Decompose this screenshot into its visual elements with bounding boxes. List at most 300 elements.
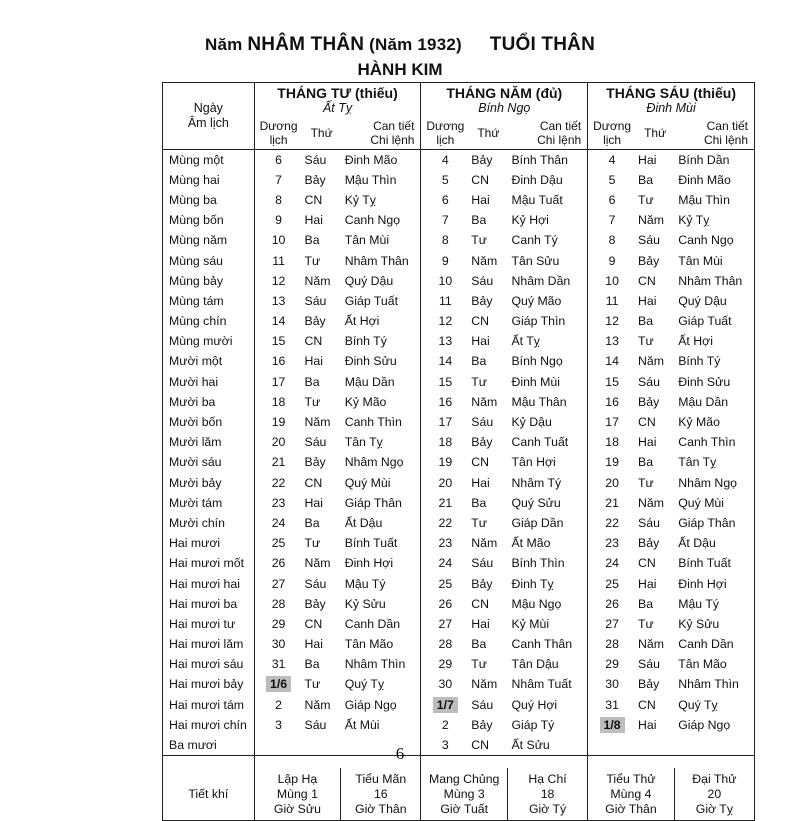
solar-date: 28 xyxy=(254,594,302,614)
can-chi: Tân Hợi xyxy=(511,455,556,470)
lunar-day-label: Mười một xyxy=(169,354,223,369)
solar-date: 19 xyxy=(588,452,636,472)
solar-date: 7 xyxy=(421,210,469,230)
tiet-khi-line: Tiểu Mãn xyxy=(355,771,407,786)
lunar-day-label: Mười tám xyxy=(169,495,223,510)
solar-date: 25 xyxy=(421,573,469,593)
weekday: Sáu xyxy=(638,515,660,530)
can-chi: Kỷ Sửu xyxy=(678,616,720,631)
solar-date: 25 xyxy=(588,573,636,593)
weekday: Sáu xyxy=(304,152,327,167)
day-column-header xyxy=(163,83,255,150)
tiet-khi-line: 16 xyxy=(373,786,388,801)
can-chi: Bính Tý xyxy=(344,334,387,349)
solar-date: 19 xyxy=(421,452,469,472)
can-chi: Canh Thìn xyxy=(678,435,736,450)
weekday: Ba xyxy=(304,374,320,389)
weekday: CN xyxy=(304,192,323,207)
can-chi: Quý Tỵ xyxy=(344,677,385,692)
weekday: Hai xyxy=(471,192,490,207)
weekday: Bảy xyxy=(304,172,326,187)
solar-date: 28 xyxy=(421,634,469,654)
title-tuoi: TUỔI THÂN xyxy=(489,34,595,55)
can-chi: Canh Dần xyxy=(678,637,734,652)
table-row xyxy=(163,250,755,270)
solar-date: 16 xyxy=(254,351,302,371)
can-chi: Quý Dậu xyxy=(344,273,394,288)
lunar-day-label: Hai mươi hai xyxy=(169,576,240,591)
weekday: Hai xyxy=(304,354,323,369)
tiet-khi-entry xyxy=(341,768,421,821)
can-chi: Mậu Thân xyxy=(511,394,567,409)
solar-date: 8 xyxy=(421,230,469,250)
solar-date: 25 xyxy=(254,533,302,553)
month-name: THÁNG TƯ (thiếu) xyxy=(277,85,398,101)
solar-date: 10 xyxy=(421,271,469,291)
lunar-day-label: Hai mươi tư xyxy=(169,616,236,631)
solar-date: 26 xyxy=(254,553,302,573)
table-row xyxy=(163,311,755,331)
weekday: Ba xyxy=(304,515,320,530)
weekday: Năm xyxy=(638,354,664,369)
lunar-day-label: Mùng ba xyxy=(169,192,217,207)
table-row xyxy=(163,170,755,190)
solar-date xyxy=(254,674,302,694)
weekday: Năm xyxy=(638,637,664,652)
can-chi: Ất Dậu xyxy=(678,536,716,551)
solar-date: 18 xyxy=(421,432,469,452)
page-title xyxy=(0,34,800,56)
solar-date: 30 xyxy=(421,674,469,694)
table-row xyxy=(163,614,755,634)
weekday: Năm xyxy=(471,253,498,268)
weekday: Năm xyxy=(471,536,498,551)
can-chi: Đinh Sửu xyxy=(344,354,397,369)
thu-header: Thứ xyxy=(636,117,674,149)
weekday: Sáu xyxy=(471,556,494,571)
month-start-badge: 1/6 xyxy=(266,676,291,692)
can-chi: Canh Ngọ xyxy=(678,233,734,248)
weekday: Hai xyxy=(304,213,323,228)
weekday: Bảy xyxy=(638,394,660,409)
weekday: Bảy xyxy=(304,314,326,329)
weekday: Ba xyxy=(638,596,654,611)
can-tiet-header: Can tiết Chi lệnh xyxy=(341,117,421,149)
weekday: Sáu xyxy=(471,697,494,712)
table-row xyxy=(163,695,755,715)
lunar-day-label: Hai mươi sáu xyxy=(169,657,244,672)
weekday: Năm xyxy=(638,495,664,510)
weekday: Sáu xyxy=(638,657,660,672)
can-chi: Ất Mùi xyxy=(344,717,380,732)
solar-date: 6 xyxy=(421,190,469,210)
weekday: Sáu xyxy=(638,233,660,248)
solar-date: 24 xyxy=(254,513,302,533)
weekday: Năm xyxy=(304,556,331,571)
table-row xyxy=(163,594,755,614)
tiet-khi-entry xyxy=(674,768,754,821)
table-row xyxy=(163,331,755,351)
solar-date: 9 xyxy=(588,250,636,270)
weekday: Ba xyxy=(471,495,487,510)
solar-date: 11 xyxy=(254,250,302,270)
tiet-khi-line: Giờ Tý xyxy=(528,801,567,816)
weekday: Ba xyxy=(638,172,654,187)
weekday: Tư xyxy=(304,677,321,692)
weekday: Bảy xyxy=(304,455,326,470)
weekday: Tư xyxy=(638,616,654,631)
solar-date: 15 xyxy=(254,331,302,351)
can-chi: Nhâm Ngọ xyxy=(678,475,737,490)
table-row xyxy=(163,493,755,513)
can-chi: Đinh Mùi xyxy=(511,374,560,389)
weekday: Sáu xyxy=(304,293,327,308)
thu-header: Thứ xyxy=(303,117,341,149)
weekday: Năm xyxy=(471,394,498,409)
duong-lich-header: Dương lịch xyxy=(588,117,636,149)
weekday: Hai xyxy=(471,334,490,349)
can-chi: Quý Hợi xyxy=(511,697,558,712)
solar-date: 22 xyxy=(588,513,636,533)
can-chi: Mậu Tý xyxy=(678,596,719,611)
tiet-khi-line: Giờ Thân xyxy=(605,801,657,816)
can-chi: Nhâm Thân xyxy=(344,253,409,268)
solar-date: 23 xyxy=(254,493,302,513)
lunar-day-label: Hai mươi xyxy=(169,536,221,551)
tiet-khi-label: Tiết khí xyxy=(188,786,229,801)
lunar-day-label: Mùng chín xyxy=(169,314,227,329)
can-chi: Giáp Thân xyxy=(678,515,736,530)
table-row xyxy=(163,573,755,593)
lunar-day-label: Hai mươi ba xyxy=(169,596,238,611)
can-chi: Mậu Dần xyxy=(678,394,729,409)
solar-date: 13 xyxy=(588,331,636,351)
weekday: Ba xyxy=(304,233,320,248)
solar-date: 27 xyxy=(588,614,636,634)
table-row xyxy=(163,291,755,311)
weekday: Sáu xyxy=(471,415,494,430)
weekday: Bảy xyxy=(304,596,326,611)
month-name: THÁNG SÁU (thiếu) xyxy=(606,85,737,101)
can-chi: Canh Thân xyxy=(511,637,573,652)
can-chi: Ất Dậu xyxy=(344,515,383,530)
solar-date xyxy=(421,695,469,715)
table-row xyxy=(163,674,755,694)
weekday: Tư xyxy=(304,536,321,551)
can-chi: Canh Tý xyxy=(511,233,558,248)
month-header-5 xyxy=(421,83,588,118)
can-chi: Kỷ Mùi xyxy=(511,616,550,631)
can-chi: Quý Sửu xyxy=(511,495,561,510)
duong-lich-header: Dương lịch xyxy=(421,117,469,149)
can-chi: Ất Tỵ xyxy=(511,334,540,349)
can-chi: Đinh Hợi xyxy=(344,556,394,571)
can-chi: Mậu Tuất xyxy=(511,192,563,207)
can-chi: Kỷ Tỵ xyxy=(344,192,376,207)
lunar-day-label: Hai mươi mốt xyxy=(169,556,245,571)
table-row xyxy=(163,372,755,392)
solar-date: 26 xyxy=(421,594,469,614)
page-number: 6 xyxy=(395,744,405,763)
table-row xyxy=(163,654,755,674)
weekday: CN xyxy=(471,738,490,753)
solar-date: 22 xyxy=(254,473,302,493)
table-row xyxy=(163,513,755,533)
lunar-day-label: Mười bốn xyxy=(169,415,223,430)
solar-date: 14 xyxy=(421,351,469,371)
lunar-day-label: Mười lăm xyxy=(169,435,222,450)
solar-date: 29 xyxy=(421,654,469,674)
lunar-day-label: Mười sáu xyxy=(169,455,222,470)
solar-date: 31 xyxy=(254,654,302,674)
table-row xyxy=(163,351,755,371)
weekday: Ba xyxy=(638,455,654,470)
solar-date: 3 xyxy=(254,715,302,735)
solar-date: 7 xyxy=(254,170,302,190)
weekday: Bảy xyxy=(471,293,493,308)
solar-date: 30 xyxy=(254,634,302,654)
can-chi: Đinh Dậu xyxy=(511,172,563,187)
tiet-khi-entry xyxy=(507,768,587,821)
weekday: Hai xyxy=(638,717,657,732)
table-row xyxy=(163,271,755,291)
can-chi: Bính Thìn xyxy=(511,556,565,571)
can-chi: Nhâm Thân xyxy=(678,273,743,288)
tiet-khi-line: Mang Chủng xyxy=(428,771,500,786)
can-chi: Quý Mùi xyxy=(344,475,391,490)
weekday: Bảy xyxy=(638,677,660,692)
weekday: Hai xyxy=(638,576,657,591)
weekday: CN xyxy=(471,172,490,187)
solar-date: 12 xyxy=(421,311,469,331)
weekday: Tư xyxy=(471,657,488,672)
can-chi: Kỷ Sửu xyxy=(344,596,386,611)
table-row xyxy=(163,715,755,735)
tiet-khi-entry xyxy=(421,768,508,821)
weekday: CN xyxy=(471,596,490,611)
solar-date: 12 xyxy=(254,271,302,291)
solar-date: 9 xyxy=(421,250,469,270)
can-chi: Canh Dần xyxy=(344,616,401,631)
solar-date: 20 xyxy=(588,473,636,493)
month-start-badge: 1/7 xyxy=(433,697,458,713)
weekday: Sáu xyxy=(638,374,660,389)
weekday: CN xyxy=(304,334,323,349)
solar-date: 20 xyxy=(254,432,302,452)
solar-date: 6 xyxy=(588,190,636,210)
can-chi: Ất Mão xyxy=(511,536,551,551)
can-chi: Giáp Tý xyxy=(511,717,555,732)
solar-date: 4 xyxy=(421,149,469,170)
solar-date: 21 xyxy=(254,452,302,472)
can-chi: Kỷ Mão xyxy=(678,415,720,430)
table-row xyxy=(163,634,755,654)
tiet-khi-line: Giờ Tỵ xyxy=(695,801,733,816)
weekday: Năm xyxy=(638,213,664,228)
tiet-khi-line: Tiểu Thử xyxy=(606,771,656,786)
can-chi: Bính Tuất xyxy=(344,536,398,551)
tiet-khi-line: Mùng 3 xyxy=(443,786,485,801)
solar-date: 17 xyxy=(254,372,302,392)
can-chi: Tân Dậu xyxy=(511,657,559,672)
solar-date: 5 xyxy=(421,170,469,190)
can-chi: Canh Ngọ xyxy=(344,213,401,228)
tiet-khi-line: Lập Hạ xyxy=(277,771,318,786)
solar-date: 24 xyxy=(421,553,469,573)
can-chi: Mậu Ngọ xyxy=(511,596,562,611)
can-chi: Tân Mão xyxy=(678,657,727,672)
can-chi: Ất Hợi xyxy=(678,334,713,349)
solar-date: 7 xyxy=(588,210,636,230)
can-chi: Giáp Thân xyxy=(344,495,402,510)
solar-date: 11 xyxy=(421,291,469,311)
can-chi: Bính Tý xyxy=(678,354,721,369)
title-year: (Năm 1932) xyxy=(369,35,462,54)
weekday: Hai xyxy=(304,495,323,510)
table-row xyxy=(163,452,755,472)
tiet-khi-line: Mùng 4 xyxy=(610,786,652,801)
weekday: Tư xyxy=(638,475,654,490)
tiet-khi-line: Giờ Sửu xyxy=(273,801,321,816)
month-name: THÁNG NĂM (đủ) xyxy=(446,85,563,101)
can-chi: Giáp Dần xyxy=(511,515,564,530)
weekday: Hai xyxy=(304,637,323,652)
solar-date: 16 xyxy=(421,392,469,412)
can-chi: Ất Sửu xyxy=(511,738,550,753)
can-chi: Tân Mùi xyxy=(344,233,390,248)
lunar-day-label: Mùng tám xyxy=(169,293,224,308)
weekday: Bảy xyxy=(471,435,493,450)
weekday: Ba xyxy=(304,657,320,672)
weekday: Tư xyxy=(304,394,321,409)
lunar-day-label: Mười chín xyxy=(169,515,225,530)
solar-date: 8 xyxy=(588,230,636,250)
table-row xyxy=(163,473,755,493)
lunar-day-label: Mùng bốn xyxy=(169,213,224,228)
lunar-day-label: Mùng sáu xyxy=(169,253,224,268)
weekday: Năm xyxy=(471,677,498,692)
solar-date: 30 xyxy=(588,674,636,694)
table-row xyxy=(163,149,755,170)
solar-date: 14 xyxy=(588,351,636,371)
solar-date: 29 xyxy=(588,654,636,674)
lunar-day-label: Mười ba xyxy=(169,394,216,409)
weekday: Hai xyxy=(471,616,490,631)
thu-header: Thứ xyxy=(469,117,507,149)
can-chi: Canh Tuất xyxy=(511,435,569,450)
lunar-day-label: Hai mươi bảy xyxy=(169,677,244,692)
can-chi: Mậu Tý xyxy=(344,576,386,591)
weekday: Bảy xyxy=(471,152,493,167)
can-chi: Tân Tỵ xyxy=(678,455,717,470)
weekday: Hai xyxy=(471,475,490,490)
can-chi: Giáp Tuất xyxy=(678,314,732,329)
lunar-day-label: Mùng một xyxy=(169,152,224,167)
can-chi: Giáp Ngọ xyxy=(344,697,397,712)
can-chi: Quý Dậu xyxy=(678,293,727,308)
solar-date: 8 xyxy=(254,190,302,210)
weekday: Bảy xyxy=(638,253,660,268)
title-year-name: NHÂM THÂN xyxy=(247,34,365,55)
solar-date xyxy=(588,715,636,735)
can-chi: Nhâm Ngọ xyxy=(344,455,404,470)
weekday: CN xyxy=(304,616,323,631)
weekday: Bảy xyxy=(471,717,493,732)
solar-date: 13 xyxy=(254,291,302,311)
tiet-khi-line: Giờ Tuất xyxy=(440,801,489,816)
solar-date: 5 xyxy=(588,170,636,190)
weekday: Sáu xyxy=(471,273,494,288)
table-row xyxy=(163,432,755,452)
can-chi: Tân Mão xyxy=(344,637,394,652)
can-chi: Đinh Mão xyxy=(344,152,398,167)
weekday: Sáu xyxy=(304,576,327,591)
weekday: Tư xyxy=(638,334,654,349)
tiet-khi-line: Đại Thử xyxy=(692,771,737,786)
solar-date: 2 xyxy=(421,715,469,735)
month-header-6 xyxy=(588,83,755,118)
can-chi: Kỷ Hợi xyxy=(511,213,549,228)
solar-date: 24 xyxy=(588,553,636,573)
weekday: CN xyxy=(304,475,323,490)
tiet-khi-line: Giờ Thân xyxy=(355,801,407,816)
lunar-day-label: Mười hai xyxy=(169,374,219,389)
weekday: Hai xyxy=(638,435,657,450)
solar-date: 10 xyxy=(254,230,302,250)
can-chi: Nhâm Tuất xyxy=(511,677,572,692)
can-chi: Nhâm Thìn xyxy=(678,677,739,692)
solar-date: 27 xyxy=(421,614,469,634)
table-row xyxy=(163,553,755,573)
solar-date: 21 xyxy=(588,493,636,513)
title-prefix: Năm xyxy=(205,35,243,54)
weekday: Tư xyxy=(471,515,488,530)
table-row xyxy=(163,533,755,553)
solar-date: 6 xyxy=(254,149,302,170)
solar-date: 28 xyxy=(588,634,636,654)
can-chi: Ất Hợi xyxy=(344,314,380,329)
can-chi: Bính Ngọ xyxy=(511,354,563,369)
can-chi: Đinh Hợi xyxy=(678,576,727,591)
solar-date: 17 xyxy=(421,412,469,432)
tiet-khi-entry xyxy=(588,768,675,821)
solar-date: 2 xyxy=(254,695,302,715)
lunar-day-label: Mười bảy xyxy=(169,475,222,490)
can-chi: Tân Mùi xyxy=(678,253,723,268)
month-can-chi: Đinh Mùi xyxy=(646,101,696,115)
solar-date: 23 xyxy=(588,533,636,553)
tiet-khi-line: Mùng 1 xyxy=(276,786,318,801)
can-chi: Đinh Tỵ xyxy=(511,576,554,591)
weekday: Ba xyxy=(471,637,487,652)
can-chi: Bính Thân xyxy=(511,152,568,167)
can-chi: Mậu Thìn xyxy=(344,172,397,187)
solar-date: 15 xyxy=(421,372,469,392)
solar-date: 4 xyxy=(588,149,636,170)
solar-date: 11 xyxy=(588,291,636,311)
month-header-4 xyxy=(254,83,421,118)
weekday: CN xyxy=(471,314,490,329)
weekday: Tư xyxy=(304,253,321,268)
table-row xyxy=(163,230,755,250)
can-chi: Đinh Sửu xyxy=(678,374,731,389)
tiet-khi-entry xyxy=(254,768,341,821)
can-chi: Đinh Mão xyxy=(678,172,731,187)
weekday: Ba xyxy=(471,354,487,369)
can-chi: Kỷ Dậu xyxy=(511,415,552,430)
can-chi: Kỷ Mão xyxy=(344,394,387,409)
weekday: CN xyxy=(638,556,656,571)
